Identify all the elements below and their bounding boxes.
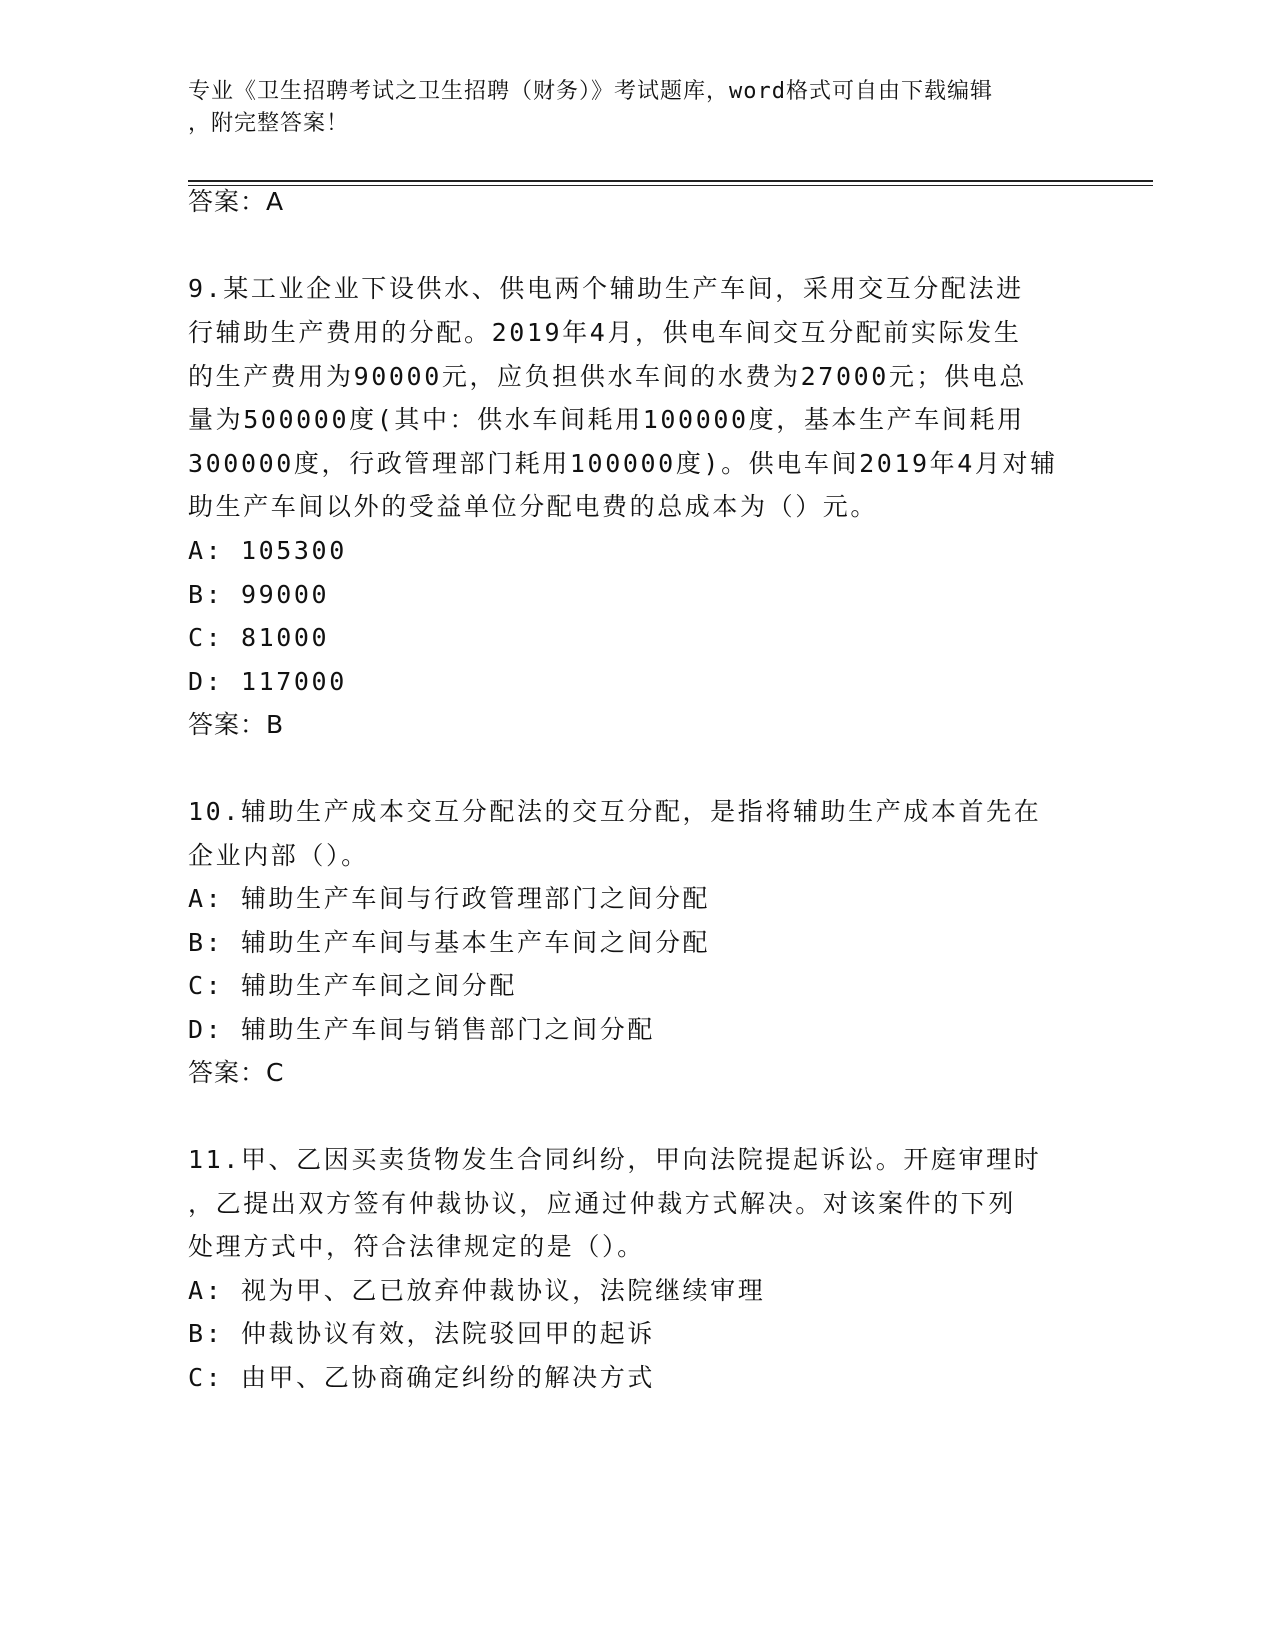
question-11-line-3: 处理方式中，符合法律规定的是（）。 <box>188 1232 645 1261</box>
question-11-option-b: B: 仲裁协议有效，法院驳回甲的起诉 <box>188 1319 655 1348</box>
question-9-line-6: 助生产车间以外的受益单位分配电费的总成本为（）元。 <box>188 492 879 521</box>
question-10-option-c: C: 辅助生产车间之间分配 <box>188 971 517 1000</box>
question-11-line-2: ，乙提出双方签有仲裁协议，应通过仲裁方式解决。对该案件的下列 <box>188 1189 1017 1218</box>
question-9-line-2: 行辅助生产费用的分配。2019年4月，供电车间交互分配前实际发生 <box>188 318 1022 347</box>
question-9-option-d: D: 117000 <box>188 667 347 696</box>
question-9-line-5: 300000度，行政管理部门耗用100000度)。供电车间2019年4月对辅 <box>188 449 1058 478</box>
question-9-option-b: B: 99000 <box>188 580 330 609</box>
header-divider-thin <box>188 185 1153 186</box>
document-header <box>188 76 1088 140</box>
question-9-answer: 答案：B <box>188 710 285 739</box>
question-9-line-3: 的生产费用为90000元，应负担供水车间的水费为27000元；供电总 <box>188 362 1027 391</box>
question-11-option-a: A: 视为甲、乙已放弃仲裁协议，法院继续审理 <box>188 1276 766 1305</box>
question-9-option-a: A: 105300 <box>188 536 347 565</box>
question-9-line-1: 9.某工业企业下设供水、供电两个辅助生产车间，采用交互分配法进 <box>188 274 1024 303</box>
question-10-answer: 答案：C <box>188 1058 285 1087</box>
question-9-option-c: C: 81000 <box>188 623 330 652</box>
question-11-line-1: 11.甲、乙因买卖货物发生合同纠纷，甲向法院提起诉讼。开庭审理时 <box>188 1145 1042 1174</box>
question-10-line-2: 企业内部（）。 <box>188 841 369 870</box>
question-10-option-a: A: 辅助生产车间与行政管理部门之间分配 <box>188 884 711 913</box>
question-10-option-d: D: 辅助生产车间与销售部门之间分配 <box>188 1015 655 1044</box>
answer-8: 答案：A <box>188 187 285 216</box>
header-divider <box>188 180 1153 182</box>
question-10-line-1: 10.辅助生产成本交互分配法的交互分配，是指将辅助生产成本首先在 <box>188 797 1042 826</box>
header-line-2: ，附完整答案！ <box>188 111 350 136</box>
question-9-line-4: 量为500000度(其中：供水车间耗用100000度，基本生产车间耗用 <box>188 405 1025 434</box>
question-10-option-b: B: 辅助生产车间与基本生产车间之间分配 <box>188 928 711 957</box>
header-line-1: 专业《卫生招聘考试之卫生招聘（财务）》考试题库，word格式可自由下载编辑 <box>188 79 993 104</box>
question-11-option-c: C: 由甲、乙协商确定纠纷的解决方式 <box>188 1363 655 1392</box>
